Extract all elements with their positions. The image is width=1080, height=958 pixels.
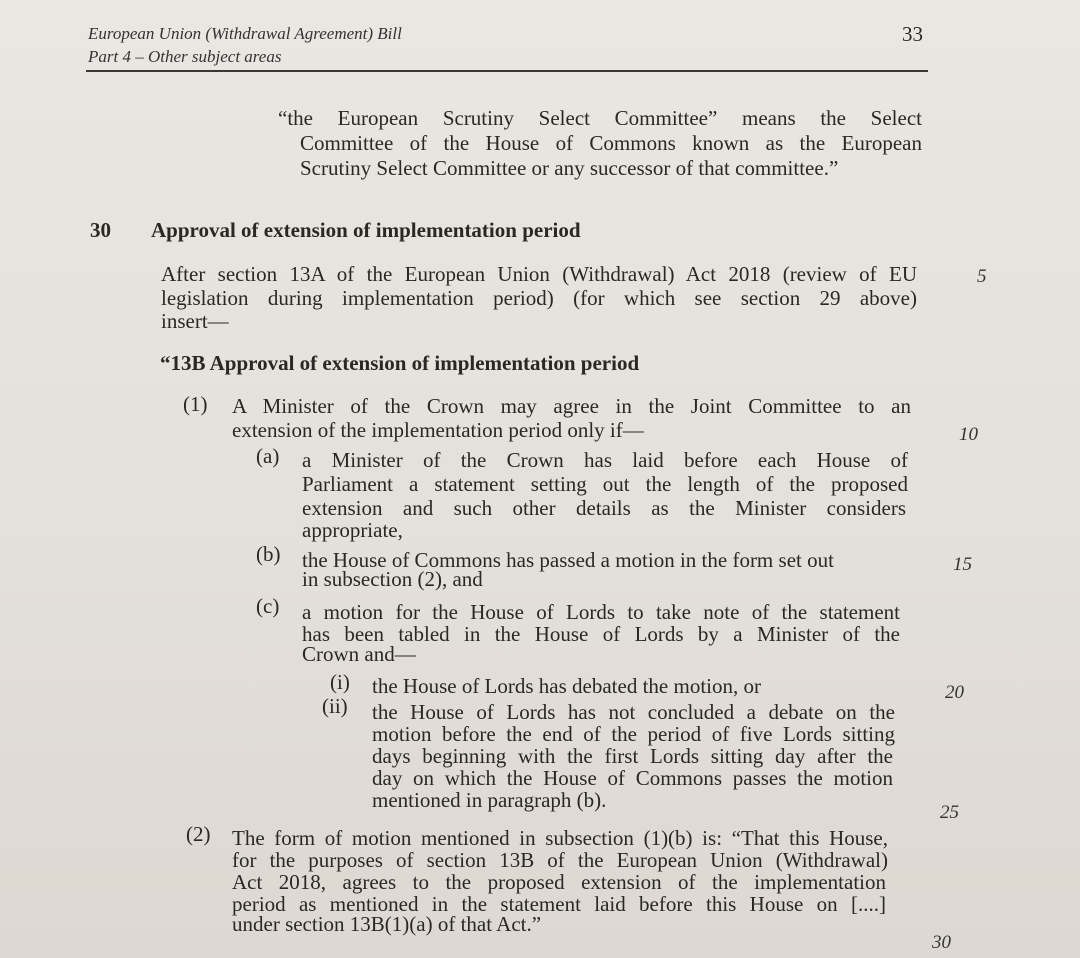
subparagraph-line: the House of Lords has not concluded a debate on the bbox=[372, 700, 895, 724]
subparagraph-label: (ii) bbox=[322, 694, 348, 718]
subparagraph-line: mentioned in paragraph (b). bbox=[372, 788, 607, 812]
paragraph-line: appropriate, bbox=[302, 518, 403, 542]
paragraph-label: (b) bbox=[256, 542, 281, 566]
subsection-line: A Minister of the Crown may agree in the Joint Committee to an bbox=[232, 394, 911, 418]
line-number: 15 bbox=[953, 554, 972, 575]
paragraph-line: Parliament a statement setting out the length of the proposed bbox=[302, 472, 908, 496]
paragraph-line: Crown and— bbox=[302, 642, 416, 666]
page-number: 33 bbox=[902, 22, 923, 46]
paragraph-line: in subsection (2), and bbox=[302, 567, 483, 591]
clause-intro-line: After section 13A of the European Union (Withdrawal) Act 2018 (review of EU bbox=[161, 262, 917, 286]
subsection-label: (2) bbox=[186, 822, 211, 846]
line-number: 5 bbox=[977, 266, 987, 287]
clause-heading: Approval of extension of implementation period bbox=[151, 218, 581, 242]
paragraph-line: extension and such other details as the Minister considers bbox=[302, 496, 906, 520]
subsection-line: extension of the implementation period only if— bbox=[232, 418, 644, 442]
clause-intro-line: insert— bbox=[161, 309, 229, 333]
subparagraph-line: days beginning with the first Lords sitting day after the bbox=[372, 744, 893, 768]
subsection-line: for the purposes of section 13B of the European Union (Withdrawal) bbox=[232, 848, 888, 872]
subsection-label: (1) bbox=[183, 392, 208, 416]
definition-line: Committee of the House of Commons known as the European bbox=[300, 131, 922, 155]
subsection-line: Act 2018, agrees to the proposed extension of the implementation bbox=[232, 870, 886, 894]
running-header-title: European Union (Withdrawal Agreement) Bill bbox=[88, 24, 402, 43]
paragraph-line: a Minister of the Crown has laid before each House of bbox=[302, 448, 908, 472]
line-number: 10 bbox=[959, 424, 978, 445]
line-number: 30 bbox=[932, 932, 951, 953]
paragraph-label: (a) bbox=[256, 444, 280, 468]
section-13b-heading: “13B Approval of extension of implementation period bbox=[160, 351, 640, 375]
clause-number: 30 bbox=[90, 218, 111, 242]
paragraph-line: the House of Commons has passed a motion in the form set out bbox=[302, 548, 834, 572]
subsection-line: period as mentioned in the statement laid before this House on [....] bbox=[232, 892, 886, 916]
clause-intro-line: legislation during implementation period) (for which see section 29 above) bbox=[161, 286, 917, 310]
paragraph-line: has been tabled in the House of Lords by a Minister of the bbox=[302, 622, 900, 646]
paragraph-line: a motion for the House of Lords to take note of the statement bbox=[302, 600, 900, 624]
subparagraph-label: (i) bbox=[330, 670, 350, 694]
paragraph-label: (c) bbox=[256, 594, 280, 618]
definition-line: Scrutiny Select Committee or any successor of that committee.” bbox=[300, 156, 839, 180]
header-rule bbox=[86, 70, 928, 72]
line-number: 20 bbox=[945, 682, 964, 703]
subparagraph-line: the House of Lords has debated the motion, or bbox=[372, 674, 761, 698]
line-number: 25 bbox=[940, 802, 959, 823]
subsection-line: The form of motion mentioned in subsection (1)(b) is: “That this House, bbox=[232, 826, 888, 850]
definition-line: “the European Scrutiny Select Committee” means the Select bbox=[278, 106, 922, 130]
subparagraph-line: day on which the House of Commons passes the motion bbox=[372, 766, 893, 790]
subsection-line: under section 13B(1)(a) of that Act.” bbox=[232, 912, 542, 936]
running-header-part: Part 4 – Other subject areas bbox=[88, 47, 282, 66]
subparagraph-line: motion before the end of the period of five Lords sitting bbox=[372, 722, 895, 746]
